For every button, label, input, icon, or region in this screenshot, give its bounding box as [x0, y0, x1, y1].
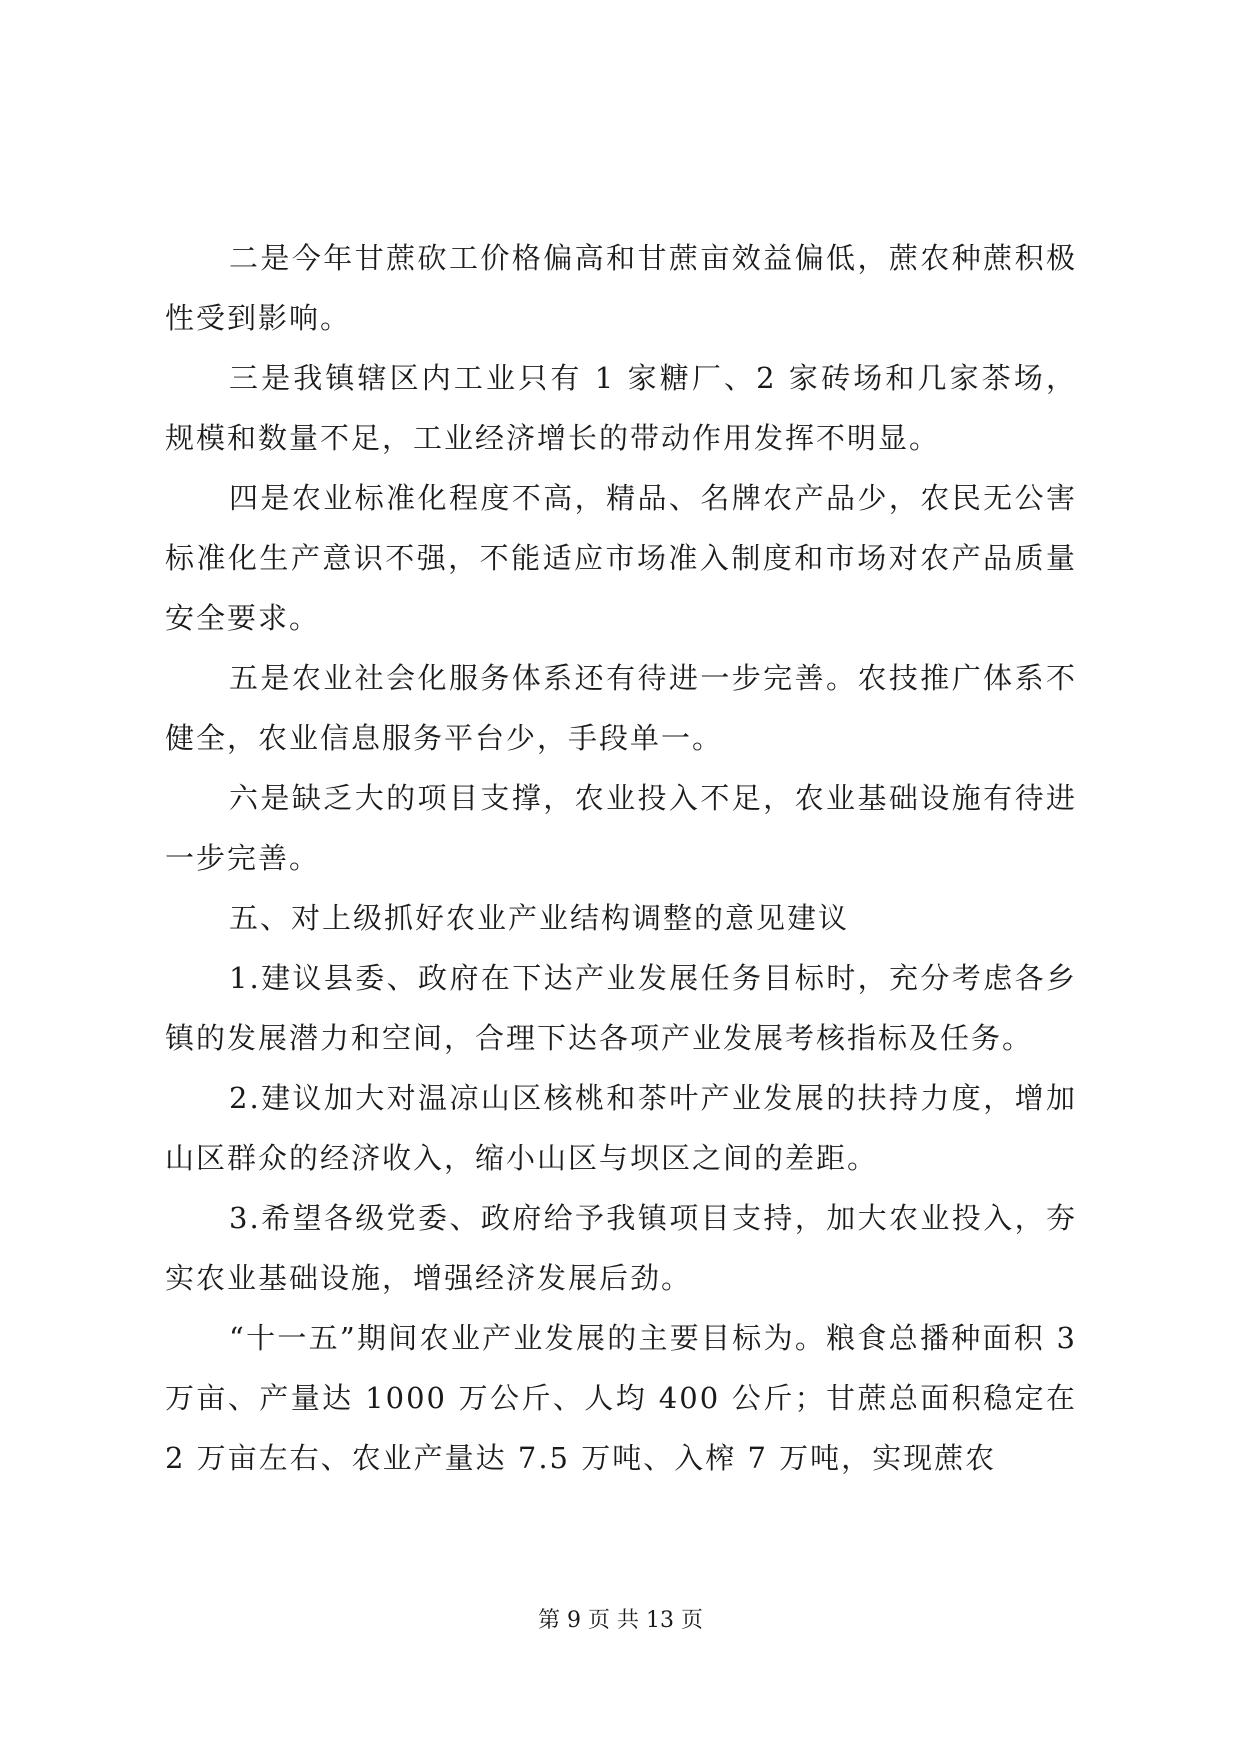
paragraph-problem-2: 二是今年甘蔗砍工价格偏高和甘蔗亩效益偏低，蔗农种蔗积极性受到影响。 — [165, 241, 1077, 335]
page-footer: 第 9 页 共 13 页 — [538, 1608, 703, 1633]
body-text — [165, 228, 1077, 1488]
section-heading-suggestions: 五、对上级抓好农业产业结构调整的意见建议 — [229, 901, 850, 935]
paragraph-problem-6: 六是缺乏大的项目支撑，农业投入不足，农业基础设施有待进一步完善。 — [165, 781, 1077, 875]
paragraph-problem-4: 四是农业标准化程度不高，精品、名牌农产品少，农民无公害标准化生产意识不强，不能适应市场准入制度和市场对农产品质量安全要求。 — [165, 481, 1077, 635]
paragraph-problem-3: 三是我镇辖区内工业只有 1 家糖厂、2 家砖场和几家茶场，规模和数量不足，工业经济增长的带动作用发挥不明显。 — [165, 361, 1077, 455]
paragraph-suggestion-1: 1.建议县委、政府在下达产业发展任务目标时，充分考虑各乡镇的发展潜力和空间，合理下达各项产业发展考核指标及任务。 — [165, 961, 1077, 1055]
paragraph-suggestion-3: 3.希望各级党委、政府给予我镇项目支持，加大农业投入，夯实农业基础设施，增强经济发展后劲。 — [165, 1201, 1077, 1295]
paragraph-suggestion-2: 2.建议加大对温凉山区核桃和茶叶产业发展的扶持力度，增加山区群众的经济收入，缩小山区与坝区之间的差距。 — [165, 1081, 1077, 1175]
paragraph-problem-5: 五是农业社会化服务体系还有待进一步完善。农技推广体系不健全，农业信息服务平台少，手段单一。 — [165, 661, 1077, 755]
paragraph-goals: “十一五”期间农业产业发展的主要目标为。粮食总播种面积 3 万亩、产量达 1000 万公斤、人均 400 公斤；甘蔗总面积稳定在 2 万亩左右、农业产量达 7.5 万吨、入榨 7 万吨，实现蔗农 — [165, 1321, 1077, 1475]
